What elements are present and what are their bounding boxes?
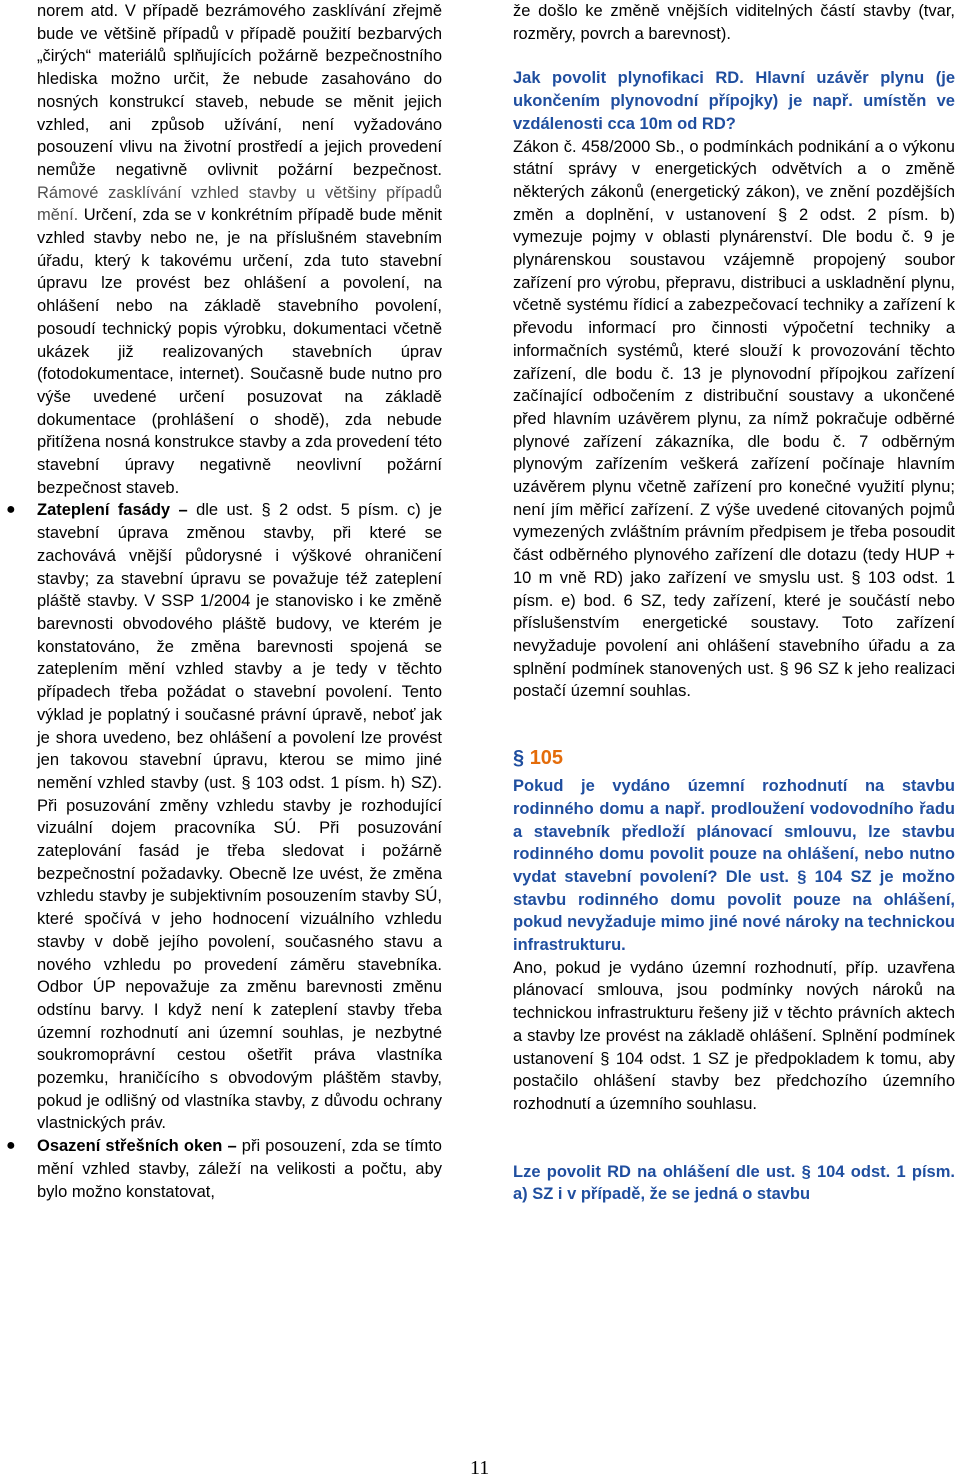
bullet-dash: – [170, 501, 197, 520]
bullet-title-stresni-okna: Osazení střešních oken [37, 1137, 223, 1156]
right-column [513, 0, 955, 1206]
section-number: § 105 [513, 747, 564, 770]
left-column [6, 0, 442, 1203]
bullet-icon: ● [6, 1137, 16, 1155]
bullet-text-stresni-okna: při posouzení, zda se tímto mění vzhled stavby, záleží na velikosti a počtu, aby bylo možno konstatovat, [37, 1137, 442, 1201]
question-plynofikace: Jak povolit plynofikaci RD. Hlavní uzávěr plynu (je ukončením plynovodní přípojky) je např. umístěn ve vzdálenosti cca 10m od RD? [513, 69, 955, 133]
bullet-dash: – [222, 1137, 242, 1156]
bullet-icon: ● [6, 501, 16, 519]
bullet-item-stresni-okna [6, 1135, 442, 1203]
question-104: Lze povolit RD na ohlášení dle ust. § 104 odst. 1 písm. a) SZ i v případě, že se jedná o stavbu [513, 1162, 955, 1204]
section-number-value: 105 [529, 747, 564, 770]
answer-ohlaseni-rd: Ano, pokud je vydáno územní rozhodnutí, příp. uzavřena plánovací smlouva, jsou podmínky nových nároků na technickou infrastrukturu řešeny již v těchto právních aktech a stavby lze provést na základě ohlášení. Splnění podmínek ustanovení § 104 odst. 1 SZ je předpokladem k tomu, aby postačilo ohlášení stavby bez předchozího územního rozhodnutí a územního souhlasu. [513, 958, 955, 1113]
page-number: 11 [470, 1457, 490, 1479]
continuation-paragraph: že došlo ke změně vnějších viditelných částí stavby (tvar, rozměry, povrch a barevnost). [513, 2, 955, 43]
bullet-item-zatepleni [6, 499, 442, 1135]
intro-grey-text: Rámové zasklívání vzhled stavby u většiny případů mění. [37, 183, 442, 225]
bullet-text-zatepleni: dle ust. § 2 odst. 5 písm. c) je stavební úprava změnou stavby, při které se zachovává vnější půdorysné i výškové ohraničení stavby; za stavební úpravu se považuje též zateplení pláště stavby. V SSP 1/2004 je stanovisko i ke změně barevnosti obvodového pláště budovy, ve kterém je konstatováno, že změna barevnosti spojená se zateplením mění vzhled stavby a je tedy v těchto případech třeba požádat o stavební povolení. Tento výklad je poplatný i současné právní úpravě, neboť jak je shora uvedeno, bez ohlášení a povolení lze provést jen takovou stavební úpravu, kterou se mimo jiné nemění vzhled stavby (ust. § 103 odst. 1 písm. h) SZ). Při posuzování změny vzhledu stavby je rozhodující vizuální dojem pracovníka SÚ. Při posuzování zateplování fasád je třeba sledovat i požárně bezpečnostní požadavky. Obecně lze uvést, že změna vzhledu stavby je subjektivním posouzením stavby SÚ, které spočívá v jeho hodnocení vizuálního vzhledu stavby v době jejího povolení, současného stavu a nového vzhledu po provedení záměru stavebníka. Odbor ÚP nepovažuje za změnu barevnosti změnu odstínu barvy. I když není k zateplení stavby třeba územní rozhodnutí ani územní souhlas, je nezbytné soukromoprávní cestou ošetřit práva vlastníka pozemku, hraničícího s obvodovým pláštěm stavby, pokud je odlišný od vlastníka stavby, z důvodu ochrany vlastnických práv. [37, 501, 442, 1133]
intro-paragraph [37, 0, 442, 499]
question-ohlaseni-rd: Pokud je vydáno územní rozhodnutí na stavbu rodinného domu a např. prodloužení vodovodního řadu a stavebník předloží plánovací smlouvu, lze stavbu rodinného domu povolit pouze na ohlášení, nebo nutno vydat stavební povolení? Dle ust. § 104 SZ je možno stavbu rodinného domu povolit pouze na ohlášení, pokud nevyžaduje mimo jiné nové nároky na technickou infrastrukturu. [513, 777, 955, 955]
spacer [513, 1116, 955, 1161]
bullet-title-zatepleni: Zateplení fasády [37, 501, 171, 520]
answer-plynofikace: Zákon č. 458/2000 Sb., o podmínkách podnikání a o výkonu státní správy v energetických odvětvích a o změně některých zákonů (energetický zákon), ve znění pozdějších změn a doplnění, v ustanovení § 2 odst. 2 písm. b) vymezuje pojmy v oblasti plynárenství. Dle bodu č. 9 je plynárenskou soustavou vzájemně propojený soubor zařízení pro výrobu, přepravu, distribuci a uskladnění plynu, včetně systému řídicí a zabezpečovací techniky a zařízení k převodu informací pro činnosti výpočetní techniky a informačních systémů, které slouží k provozování těchto zařízení, dle bodu č. 13 je plynovodní přípojkou zařízení začínající odbočením z distribuční soustavy a ukončené před hlavním uzávěrem plynu, za nímž pokračuje odběrné plynové zařízení zákazníka, dle bodu č. 7 odběrným plynovým zařízením veškerá zařízení počínaje hlavním uzávěrem plynu včetně zařízení pro konečné využití plynu; není jím měřicí zařízení. Z výše uvedené citovaných pojmů vymezených zvláštním právním předpisem je třeba posoudit část odběrného plynového zařízení dle dotazu (tedy HUP + 10 m vně RD) jako zařízení ve smyslu ust. § 103 odst. 1 písm. e) bod. 6 SZ, tedy zařízení, které je součástí nebo příslušenstvím energetické soustavy. Toto zařízení nevyžaduje povolení ani ohlášení stavebního úřadu a za splnění podmínek stanovených ust. § 96 SZ k jeho realizaci postačí územní souhlas. [513, 137, 955, 701]
intro-text: norem atd. V případě bezrámového zasklívání zřejmě bude ve většině případů v případě použití bezbarvých „čirých“ materiálů splňujících požárně bezpečnostního hlediska možno určit, že nebude zasahováno do nosných konstrukcí staveb, nebude se měnit jejich vzhled, ani způsob užívání, není vyžadováno posouzení vlivu na životní prostředí a jejich provedení nemůže negativně ovlivnit požární bezpečnost. [37, 2, 442, 179]
intro-rest-text: Určení, zda se v konkrétním případě bude měnit vzhled stavby nebo ne, je na příslušném stavebním úřadu, který k takovému určení, zda tuto stavební úpravu lze provést bez ohlášení a povolení, na ohlášení nebo na základě stavebního povolení, posoudí technický popis výrobku, dokumentaci včetně ukázek již realizovaných stavebních úprav (fotodokumentace, internet). Současně bude nutno pro výše uvedené určení posuzovat na základě dokumentace (prohlášení o shodě), zda nebude přitížena nosná konstrukce stavby a zda provedení této stavební úpravy negativně neovlivní požární bezpečnost staveb. [37, 206, 442, 497]
